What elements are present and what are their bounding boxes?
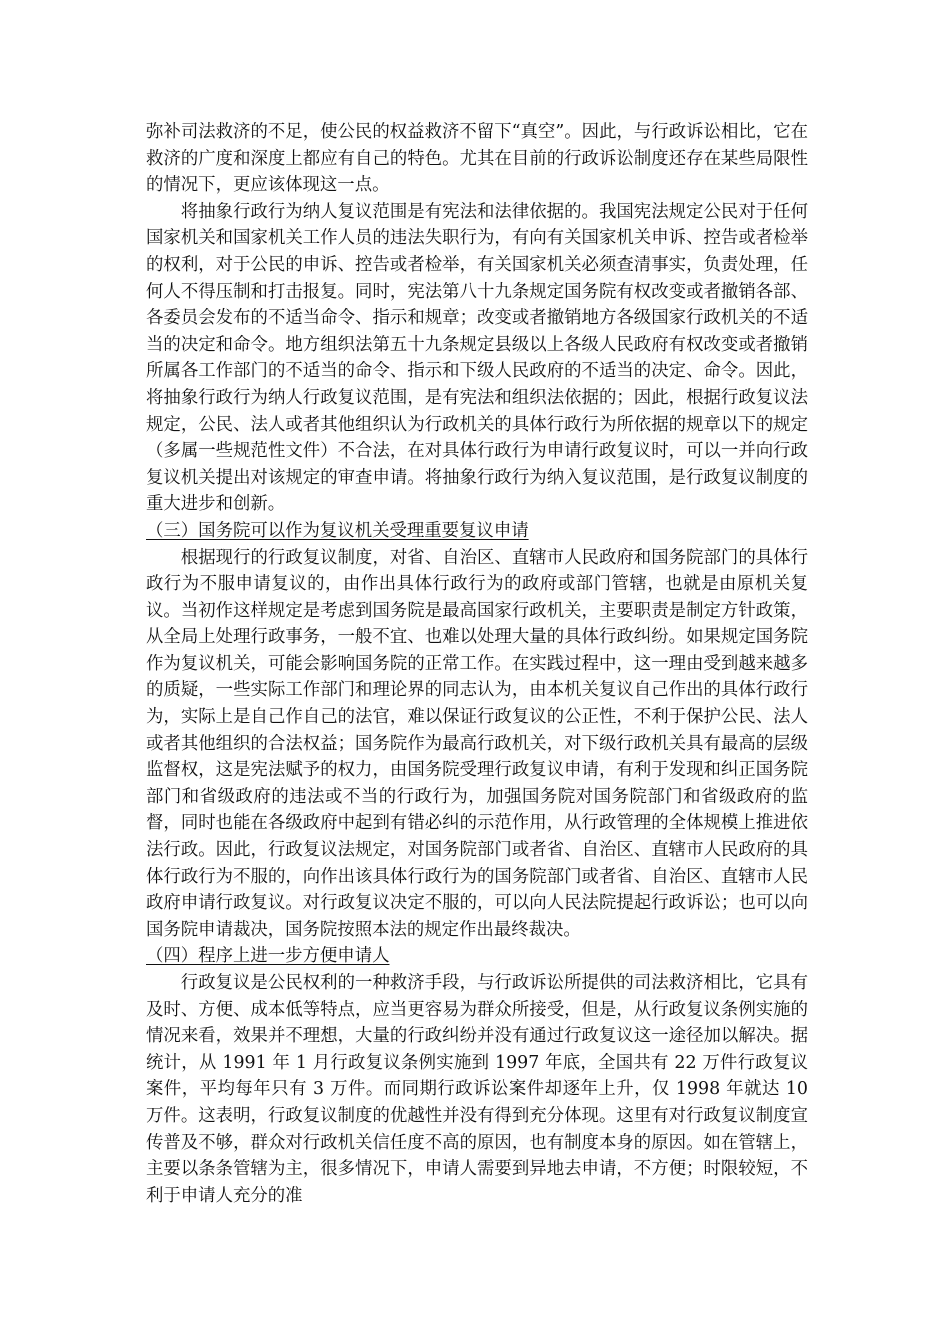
paragraph-2: 将抽象行政行为纳人复议范围是有宪法和法律依据的。我国宪法规定公民对于任何国家机关和国家机关工作人员的违法失职行为，有向有关国家机关申诉、控告或者检举的权利，对于公民的申诉、控告或者检举，有关国家机关必须查清事实，负责处理，任何人不得压制和打击报复。同时，宪法第八十九条规定国务院有权改变或者撤销各部、各委员会发布的不适当命令、指示和规章；改变或者撤销地方各级国家行政机关的不适当的决定和命令。地方组织法第五十九条规定县级以上各级人民政府有权改变或者撤销所属各工作部门的不适当的命令、指示和下级人民政府的不适当的决定、命令。因此，将抽象行政行为纳人行政复议范围，是有宪法和组织法依据的；因此，根据行政复议法规定，公民、法人或者其他组织认为行政机关的具体行政行为所依据的规章以下的规定（多属一些规范性文件）不合法，在对具体行政行为申请行政复议时，可以一并向行政复议机关提出对该规定的审查申请。将抽象行政行为纳入复议范围，是行政复议制度的重大进步和创新。 (146, 201, 808, 515)
section-heading-3 (146, 518, 808, 545)
paragraph-3: 根据现行的行政复议制度，对省、自治区、直辖市人民政府和国务院部门的具体行政行为不服申请复议的，由作出具体行政行为的政府或部门管辖，也就是由原机关复议。当初作这样规定是考虑到国务院是最高国家行政机关，主要职责是制定方针政策，从全局上处理行政事务，一般不宜、也难以处理大量的具体行政纠纷。如果规定国务院作为复议机关，可能会影响国务院的正常工作。在实践过程中，这一理由受到越来越多的质疑，一些实际工作部门和理论界的同志认为，由本机关复议自己作出的具体行政行为，实际上是自己作自己的法官，难以保证行政复议的公正性，不利于保护公民、法人或者其他组织的合法权益；国务院作为最高行政机关，对下级行政机关具有最高的层级监督权，这是宪法赋予的权力，由国务院受理行政复议申请，有利于发现和纠正国务院部门和省级政府的违法或不当的行政行为，加强国务院对国务院部门和省级政府的监督，同时也能在各级政府中起到有错必纠的示范作用，从行政管理的全体规模上推进依法行政。因此，行政复议法规定，对国务院部门或者省、自治区、直辖市人民政府的具体行政行为不服的，向作出该具体行政行为的国务院部门或者省、自治区、直辖市人民政府申请行政复议。对行政复议决定不服的，可以向人民法院提起行政诉讼；也可以向国务院申请裁决，国务院按照本法的规定作出最终裁决。 (146, 547, 808, 940)
paragraph-1: 弥补司法救济的不足，使公民的权益救济不留下“真空”。因此，与行政诉讼相比，它在救济的广度和深度上都应有自己的特色。尤其在目前的行政诉讼制度还存在某些局限性的情况下，更应该体现这一点。 (146, 122, 808, 196)
section-heading-4 (146, 943, 808, 970)
section-heading-4-text: （四）程序上进一步方便申请人 (146, 946, 390, 967)
paragraph-4: 行政复议是公民权利的一种救济手段，与行政诉讼所提供的司法救济相比，它具有及时、方便、成本低等特点，应当更容易为群众所接受，但是，从行政复议条例实施的情况来看，效果并不理想，大量的行政纠纷并没有通过行政复议这一途径加以解决。据统计，从 1991 年 1 月行政复议条例实施到 1997 年底，全国共有 22 万件行政复议案件，平均每年只有 3 万件。而同期行政诉讼案件却逐年上升，仅 1998 年就达 10 万件。这表明，行政复议制度的优越性并没有得到充分体现。这里有对行政复议制度宣传普及不够，群众对行政机关信任度不高的原因，也有制度本身的原因。如在管辖上，主要以条条管辖为主，很多情况下，申请人需要到异地去申请，不方便；时限较短，不利于申请人充分的准 (146, 973, 808, 1206)
section-heading-3-text: （三）国务院可以作为复议机关受理重要复议申请 (146, 520, 529, 541)
document-page (146, 119, 808, 1209)
